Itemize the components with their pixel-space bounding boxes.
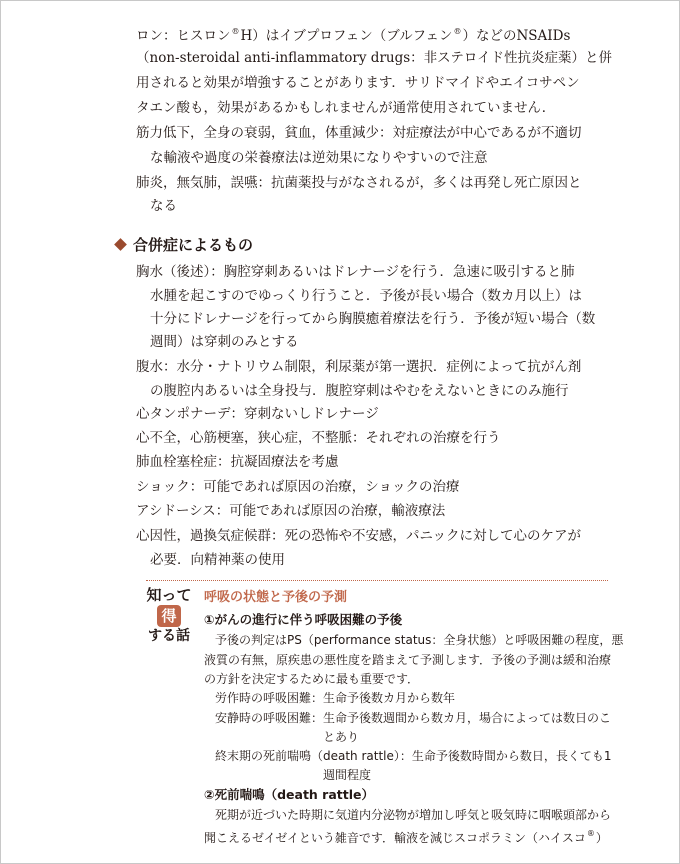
item-text: ：水分・ナトリウム制限，利尿薬が第一選択．症例によって抗がん剤 bbox=[163, 359, 582, 375]
item-term: 胸水 bbox=[136, 264, 163, 280]
item-text: ：それぞれの治療を行う bbox=[352, 430, 501, 446]
box-row-terminal bbox=[215, 748, 612, 764]
item-psychogenic-cont: 必要．向精神薬の使用 bbox=[150, 552, 285, 568]
intro-line-4: タエン酸も，効果があるかもしれませんが通常使用されていません． bbox=[136, 100, 556, 116]
item-text: ：可能であれば原因の治療，輸液療法 bbox=[215, 503, 446, 519]
section-title: 合併症によるもの bbox=[133, 236, 254, 254]
item-ascites-cont: の腹腔内あるいは全身投与．腹腔穿刺はやむをえないときにのみ施行 bbox=[150, 383, 569, 399]
box-divider bbox=[146, 580, 608, 581]
item-pleural-cont-1: 水腫を起こすのでゆっくり行うこと．予後が長い場合（数カ月以上）は bbox=[150, 288, 582, 304]
row-label: 終末期の死前喘鳴（death rattle） bbox=[215, 749, 400, 763]
item-weakness bbox=[136, 124, 582, 142]
registered-mark: ® bbox=[453, 27, 462, 36]
item-term: 心タンポナーデ bbox=[136, 406, 231, 422]
text-fragment: 聞こえるゼイゼイという雑音です．輸液を減じスコポラミン（ハイスコ bbox=[204, 831, 586, 845]
row-value: ：生命予後数時間から数日，長くても1 bbox=[399, 749, 612, 763]
item-pulmonary-embolism bbox=[136, 453, 339, 471]
item-text: ：対症療法が中心であるが不適切 bbox=[379, 125, 582, 141]
item-text: ：抗菌薬投与がなされるが，多くは再発し死亡原因と bbox=[257, 175, 582, 191]
item-text: ：死の恐怖や不安感，パニックに対して心のケアが bbox=[271, 528, 581, 544]
row-label: 安静時の呼吸困難 bbox=[215, 711, 312, 725]
item-text: ：抗凝固療法を考慮 bbox=[217, 454, 339, 470]
box-title: 呼吸の状態と予後の予測 bbox=[204, 590, 348, 605]
intro-line-3: 用されると効果が増強することがあります．サリドマイドやエイコサペン bbox=[136, 75, 580, 91]
row-label: 労作時の呼吸困難 bbox=[215, 691, 312, 705]
box-para1-line-1: 予後の判定はPS（performance status：全身状態）と呼吸困難の程度，悪 bbox=[215, 633, 624, 647]
box-para1-line-3: の方針を決定するために最も重要です． bbox=[204, 672, 420, 686]
box-row-rest-cont: とあり bbox=[323, 730, 360, 744]
box-subheading-1: ①がんの進行に伴う呼吸困難の予後 bbox=[204, 612, 403, 627]
item-term: 肺血栓塞栓症 bbox=[136, 454, 217, 470]
box-para2-line-2 bbox=[204, 826, 608, 846]
text-fragment: ロン：ヒスロン bbox=[136, 28, 231, 44]
item-pneumonia-cont: なる bbox=[150, 198, 177, 214]
item-text: ：穿刺ないしドレナージ bbox=[230, 406, 379, 422]
item-heart-failure bbox=[136, 429, 501, 447]
box-para2-line-1: 死期が近づいた時期に気道内分泌物が増加し呼気と吸気時に咽喉頭部から bbox=[215, 808, 612, 822]
item-term: 肺炎，無気肺，誤嚥 bbox=[136, 175, 258, 191]
item-pleural-cont-2: 十分にドレナージを行ってから胸膜癒着療法を行う．予後が短い場合（数 bbox=[150, 311, 596, 327]
registered-mark: ® bbox=[586, 829, 595, 838]
row-value: ：生命予後数カ月から数年 bbox=[311, 691, 456, 705]
text-fragment: ）などのNSAIDs bbox=[462, 28, 571, 44]
item-ascites bbox=[136, 358, 581, 376]
item-psychogenic bbox=[136, 527, 581, 545]
item-acidosis bbox=[136, 502, 445, 520]
badge-line-3: する話 bbox=[148, 628, 190, 644]
badge-line-2: 得 bbox=[157, 605, 181, 627]
item-term: 腹水 bbox=[136, 359, 163, 375]
row-value: ：生命予後数週間から数カ月，場合によっては数日のこ bbox=[311, 711, 612, 725]
box-row-terminal-cont: 週間程度 bbox=[323, 768, 372, 782]
item-tamponade bbox=[136, 405, 379, 423]
text-fragment: H）はイブプロフェン（ブルフェン bbox=[240, 28, 453, 44]
item-text: （後述）：胸腔穿刺あるいはドレナージを行う．急速に吸引すると肺 bbox=[163, 264, 575, 280]
intro-line-1 bbox=[136, 23, 570, 45]
badge-line-1: 知って bbox=[146, 586, 192, 604]
item-term: ショック bbox=[136, 479, 190, 495]
item-term: 筋力低下，全身の衰弱，貧血，体重減少 bbox=[136, 125, 379, 141]
diamond-bullet-icon bbox=[114, 238, 127, 251]
box-row-exertion bbox=[215, 690, 455, 706]
box-row-rest bbox=[215, 710, 611, 726]
box-para1-line-2: 液質の有無，原疾患の悪性度を踏まえて予測します．予後の予測は緩和治療 bbox=[204, 653, 612, 667]
intro-line-2: （non-steroidal anti-inflammatory drugs：非ステロイド性抗炎症薬）と併 bbox=[136, 50, 612, 66]
registered-mark: ® bbox=[231, 27, 240, 36]
box-subheading-2: ②死前喘鳴（death rattle） bbox=[204, 787, 374, 802]
item-pleural-effusion bbox=[136, 263, 574, 281]
item-pneumonia bbox=[136, 174, 582, 192]
tip-badge bbox=[146, 585, 192, 645]
item-pleural-cont-3: 週間）は穿刺のみとする bbox=[150, 334, 299, 350]
item-term: 心不全，心筋梗塞，狭心症，不整脈 bbox=[136, 430, 352, 446]
section-heading bbox=[116, 236, 253, 254]
item-weakness-cont: な輸液や過度の栄養療法は逆効果になりやすいので注意 bbox=[150, 150, 488, 166]
item-text: ：可能であれば原因の治療，ショックの治療 bbox=[189, 479, 460, 495]
item-shock bbox=[136, 478, 459, 496]
item-term: アシドーシス bbox=[136, 503, 216, 519]
item-term: 心因性，過換気症候群 bbox=[136, 528, 271, 544]
text-fragment: ） bbox=[595, 831, 608, 845]
